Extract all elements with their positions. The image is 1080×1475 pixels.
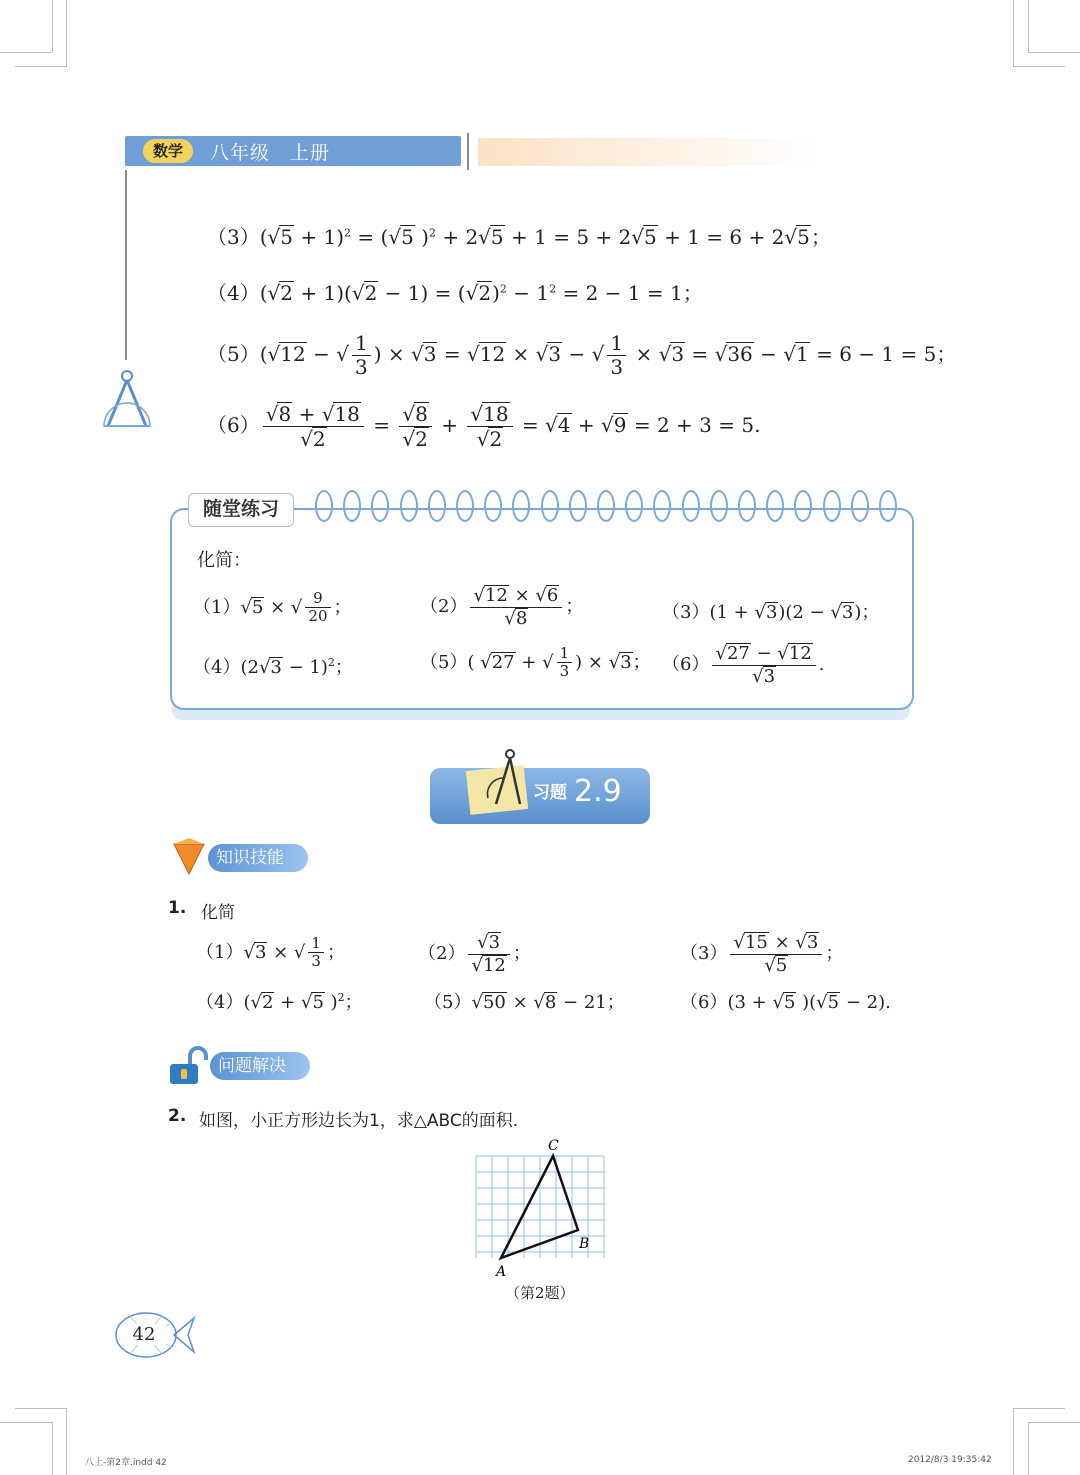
vertex-label-b: B bbox=[579, 1236, 590, 1252]
practice-item-3: （3）(1 + √3)(2 − √3)； bbox=[662, 602, 880, 623]
question-1-text: 化简 bbox=[201, 903, 235, 923]
crop-mark bbox=[1013, 1408, 1065, 1409]
compass-icon bbox=[100, 368, 154, 432]
margin-rule bbox=[125, 170, 127, 360]
q1-item-3: （3） $\frac{√15 \times √3}{√5}$ ； bbox=[680, 932, 844, 976]
section-tag-problem: 问题解决 bbox=[210, 1052, 310, 1080]
spiral-ring bbox=[682, 490, 700, 522]
spiral-ring bbox=[851, 490, 869, 522]
footer-file: 八上-第2章.indd 42 bbox=[85, 1458, 167, 1468]
question-2-number: 2. bbox=[168, 1106, 187, 1126]
practice-item-1: （1）√5 × √ $\frac{9}{20}$ ； bbox=[193, 589, 352, 626]
practice-item-5: （5）( √27 + √ $\frac{1}{3}$ ) × √3； bbox=[420, 644, 651, 681]
crop-mark bbox=[0, 1422, 52, 1423]
q1-item-5: （5）√50 × √8 − 21； bbox=[424, 992, 625, 1013]
q1-item-6: （6）(3 + √5 )(√5 − 2). bbox=[680, 992, 891, 1013]
crop-mark bbox=[15, 1408, 67, 1409]
crop-mark bbox=[15, 66, 67, 67]
crop-mark bbox=[1013, 1408, 1014, 1475]
gem-icon bbox=[172, 836, 206, 876]
spiral-ring bbox=[569, 490, 587, 522]
practice-item-4: $(4)(2√3 - 1)^2$； bbox=[193, 656, 353, 678]
practice-title: 随堂练习 bbox=[188, 493, 294, 527]
crop-mark bbox=[0, 52, 52, 53]
spiral-ring bbox=[541, 490, 559, 522]
crop-mark bbox=[52, 0, 53, 52]
crop-mark bbox=[1013, 66, 1065, 67]
spiral-ring bbox=[597, 490, 615, 522]
section-tag-knowledge: 知识技能 bbox=[208, 844, 308, 872]
spiral-ring bbox=[710, 490, 728, 522]
solution-6: （6） $\frac{√8 + √18}{√2}$ = $\frac{√8}{√2}$ + $\frac{√18}{√2}$ = √4 + √9 = 2 + 3 = 5. bbox=[207, 402, 761, 451]
page-number: 42 bbox=[122, 1324, 166, 1345]
footer-timestamp: 2012/8/3 19:35:42 bbox=[908, 1455, 992, 1465]
crop-mark bbox=[66, 1408, 67, 1475]
subject-badge: 数学 bbox=[143, 139, 193, 163]
lock-icon bbox=[168, 1044, 208, 1086]
header-gradient bbox=[478, 138, 818, 166]
practice-item-2: （2） $\frac{√12 \times √6}{√8}$ ； bbox=[420, 585, 584, 629]
practice-item-6: （6） $\frac{√27 - √12}{√3}$ . bbox=[662, 643, 825, 687]
header-divider bbox=[467, 133, 469, 170]
q1-item-2: （2） $\frac{√3}{√12}$ ； bbox=[418, 932, 531, 976]
spiral-ring bbox=[456, 490, 474, 522]
crop-mark bbox=[1028, 52, 1080, 53]
compass-icon bbox=[482, 748, 526, 808]
solution-4: $(4)(√2 + 1)(√2 - 1) = (√2)^2 - 1^2 = 2 - 1 = 1$； bbox=[207, 281, 703, 305]
crop-mark bbox=[1028, 0, 1029, 52]
vertex-label-c: C bbox=[548, 1138, 559, 1154]
spiral-ring bbox=[428, 490, 446, 522]
crop-mark bbox=[1013, 0, 1014, 66]
vertex-label-a: A bbox=[496, 1264, 507, 1280]
solution-5: （5）(√12 − √ $\frac{1}{3}$ ) × √3 = √12 × √3 − √ $\frac{1}{3}$ × √3 = √36 − √1 = 6 − 1 = 5； bbox=[207, 331, 957, 379]
spiral-ring bbox=[879, 490, 897, 522]
crop-mark bbox=[66, 0, 67, 66]
crop-mark bbox=[1028, 1422, 1080, 1423]
q1-item-1: （1）√3 × √ $\frac{1}{3}$ ； bbox=[196, 934, 345, 971]
question-1-number: 1. bbox=[168, 898, 187, 918]
spiral-ring bbox=[315, 490, 333, 522]
practice-instruction: 化简： bbox=[197, 550, 251, 571]
spiral-ring bbox=[400, 490, 418, 522]
exercise-number: 2.9 bbox=[574, 774, 622, 809]
figure-caption: （第2题） bbox=[505, 1284, 575, 1302]
grade-title: 八年级 上册 bbox=[210, 142, 331, 164]
spiral-ring bbox=[738, 490, 756, 522]
spiral-ring bbox=[823, 490, 841, 522]
triangle-figure bbox=[470, 1132, 615, 1280]
question-2-text: 如图，小正方形边长为1，求△ABC的面积. bbox=[199, 1111, 519, 1131]
solution-3: $(3)(√5 + 1)^2 = (√5$ )$^2$ + 2√5 + 1 = 5 + 2√5 + 1 = 6 + 2√5； bbox=[207, 225, 831, 249]
q1-item-4: （4）(√2 + √5 )$^2$； bbox=[196, 991, 363, 1013]
crop-mark bbox=[52, 1422, 53, 1475]
crop-mark bbox=[1028, 1422, 1029, 1475]
exercise-label: 习题 bbox=[533, 783, 567, 803]
